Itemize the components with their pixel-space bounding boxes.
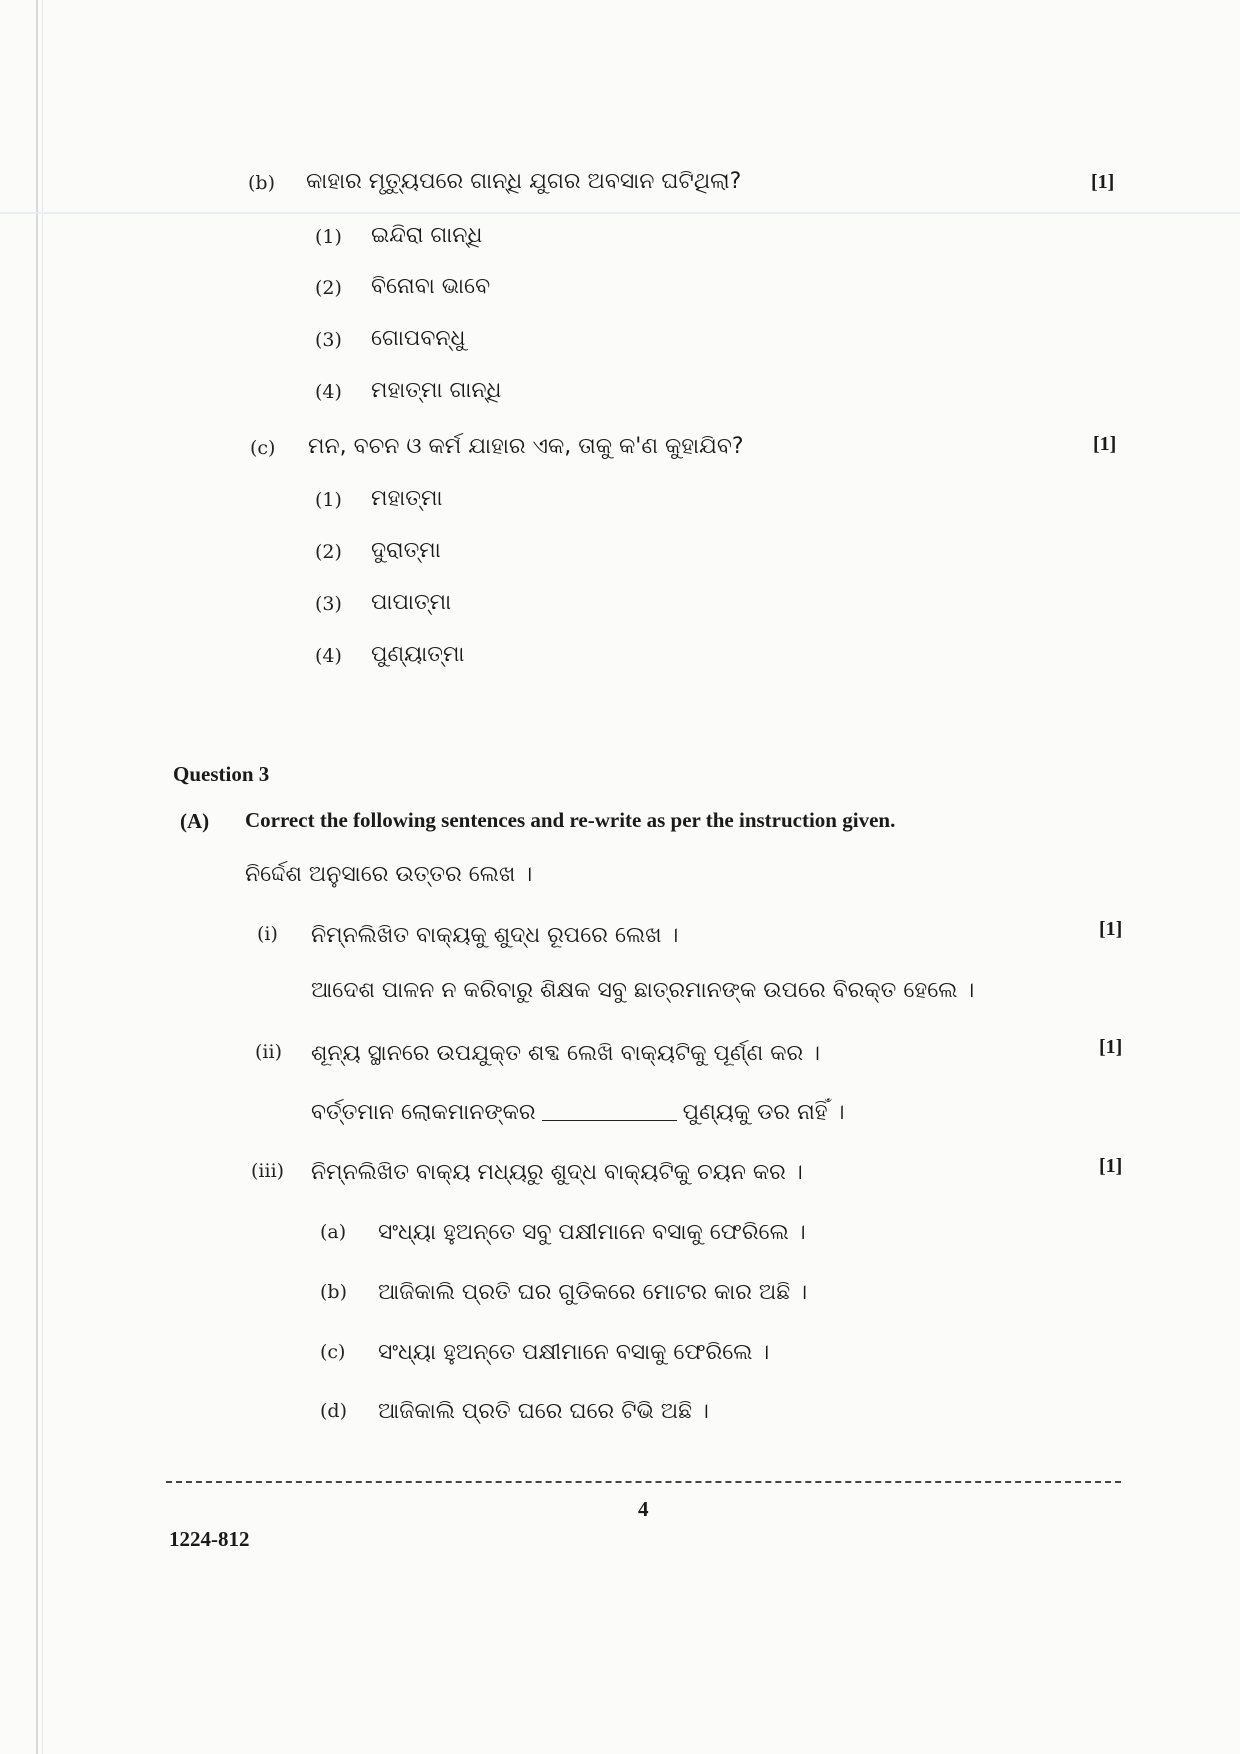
scan-band — [0, 212, 1240, 214]
q2c-option-text: ଦୁରାତ୍ମା — [371, 538, 441, 563]
q2b-option-number: (1) — [315, 226, 342, 248]
q2b-option-text: ମହାତ୍ମା ଗାନ୍ଧି — [371, 378, 502, 403]
q2c-option-text: ପୁଣ୍ୟାତ୍ମା — [371, 642, 465, 667]
q2b-option-text: ଗୋପବନ୍ଧୁ — [371, 326, 466, 351]
q2b-marks: [1] — [1091, 171, 1115, 193]
q2b-option-number: (3) — [315, 329, 342, 351]
q2c-marks: [1] — [1093, 433, 1117, 455]
q3A-iii-option-letter: (b) — [320, 1281, 347, 1303]
fill-blank — [542, 1120, 677, 1121]
q3A-iii-option-letter: (c) — [320, 1341, 346, 1363]
q3A-iii-option-text: ଆଜିକାଲି ପ୍ରତି ଘର ଗୁଡିକରେ ମୋଟର କାର ଅଛି । — [378, 1280, 808, 1305]
q3A-ii-sentence-start: ବର୍ତ୍ତମାନ ଲୋକମାନଙ୍କର — [311, 1100, 536, 1125]
q3A-i-instruction: ନିମ୍ନଲିଖିତ ବାକ୍ୟକୁ ଶୁଦ୍ଧ ରୂପରେ ଲେଖ । — [311, 923, 679, 948]
q3A-ii-label: (ii) — [255, 1041, 282, 1063]
q2b-label: (b) — [248, 172, 275, 194]
q3A-i-sentence: ଆଦେଶ ପାଳନ ନ କରିବାରୁ ଶିକ୍ଷକ ସବୁ ଛାତ୍ରମାନଙ୍କ ଉପରେ ବିରକ୍ତ ହେଲେ । — [311, 978, 975, 1003]
q3A-iii-label: (iii) — [251, 1160, 285, 1182]
q2c-label: (c) — [250, 437, 276, 459]
paper-code: 1224-812 — [169, 1527, 250, 1551]
q3A-ii-sentence-end: ପୁଣ୍ୟକୁ ଡର ନାହିଁ । — [682, 1100, 845, 1125]
q2b-question: କାହାର ମୃତ୍ୟୁପରେ ଗାନ୍ଧି ଯୁଗର ଅବସାନ ଘଟିଥିଲା? — [306, 169, 742, 194]
q2c-option-text: ପାପାତ୍ମା — [371, 590, 452, 615]
q3A-i-marks: [1] — [1099, 918, 1123, 940]
q2b-option-text: ଇନ୍ଦିରା ଗାନ୍ଧି — [371, 223, 483, 248]
q2c-question: ମନ, ବଚନ ଓ କର୍ମ ଯାହାର ଏକ, ତାକୁ କ'ଣ କୁହାଯିବ? — [308, 434, 744, 459]
scan-edge — [42, 0, 43, 1754]
scan-edge — [36, 0, 38, 1754]
footer-divider — [166, 1481, 1121, 1483]
page-number: 4 — [638, 1497, 649, 1521]
q3A-iii-option-text: ସଂଧ୍ୟା ହୁଅନ୍ତେ ସବୁ ପକ୍ଷୀମାନେ ବସାକୁ ଫେରିଲେ । — [378, 1220, 806, 1245]
q3A-instruction-english: Correct the following sentences and re-write as per the instruction given. — [245, 808, 896, 832]
q3A-label: (A) — [180, 809, 210, 833]
q3A-iii-option-text: ସଂଧ୍ୟା ହୁଅନ୍ତେ ପକ୍ଷୀମାନେ ବସାକୁ ଫେରିଲେ । — [378, 1340, 770, 1365]
q2b-option-number: (4) — [315, 381, 342, 403]
q2c-option-number: (2) — [315, 541, 342, 563]
q2c-option-number: (1) — [315, 489, 342, 511]
q3A-iii-option-letter: (d) — [320, 1400, 347, 1422]
q3A-iii-instruction: ନିମ୍ନଲିଖିତ ବାକ୍ୟ ମଧ୍ୟରୁ ଶୁଦ୍ଧ ବାକ୍ୟଟିକୁ ଚୟନ କର । — [311, 1160, 803, 1185]
q2c-option-text: ମହାତ୍ମା — [371, 486, 443, 511]
q3A-iii-option-letter: (a) — [320, 1221, 347, 1243]
q3A-iii-marks: [1] — [1099, 1155, 1123, 1177]
q2c-option-number: (3) — [315, 593, 342, 615]
q3-heading: Question 3 — [173, 762, 270, 786]
q3A-i-label: (i) — [257, 923, 278, 945]
q3A-instruction-odia: ନିର୍ଦ୍ଦେଶ ଅନୁସାରେ ଉତ୍ତର ଲେଖ । — [245, 862, 533, 887]
q2c-option-number: (4) — [315, 645, 342, 667]
q3A-ii-marks: [1] — [1099, 1036, 1123, 1058]
q3A-ii-instruction: ଶୂନ୍ୟ ସ୍ଥାନରେ ଉପଯୁକ୍ତ ଶବ୍ଦ ଲେଖି ବାକ୍ୟଟିକୁ ପୂର୍ଣ୍ଣ କର । — [311, 1041, 821, 1066]
q2b-option-number: (2) — [315, 277, 342, 299]
q2b-option-text: ବିନୋବା ଭାବେ — [371, 274, 491, 299]
q3A-iii-option-text: ଆଜିକାଲି ପ୍ରତି ଘରେ ଘରେ ଟିଭି ଅଛି । — [378, 1399, 709, 1424]
q3A-ii-sentence — [311, 1100, 844, 1125]
